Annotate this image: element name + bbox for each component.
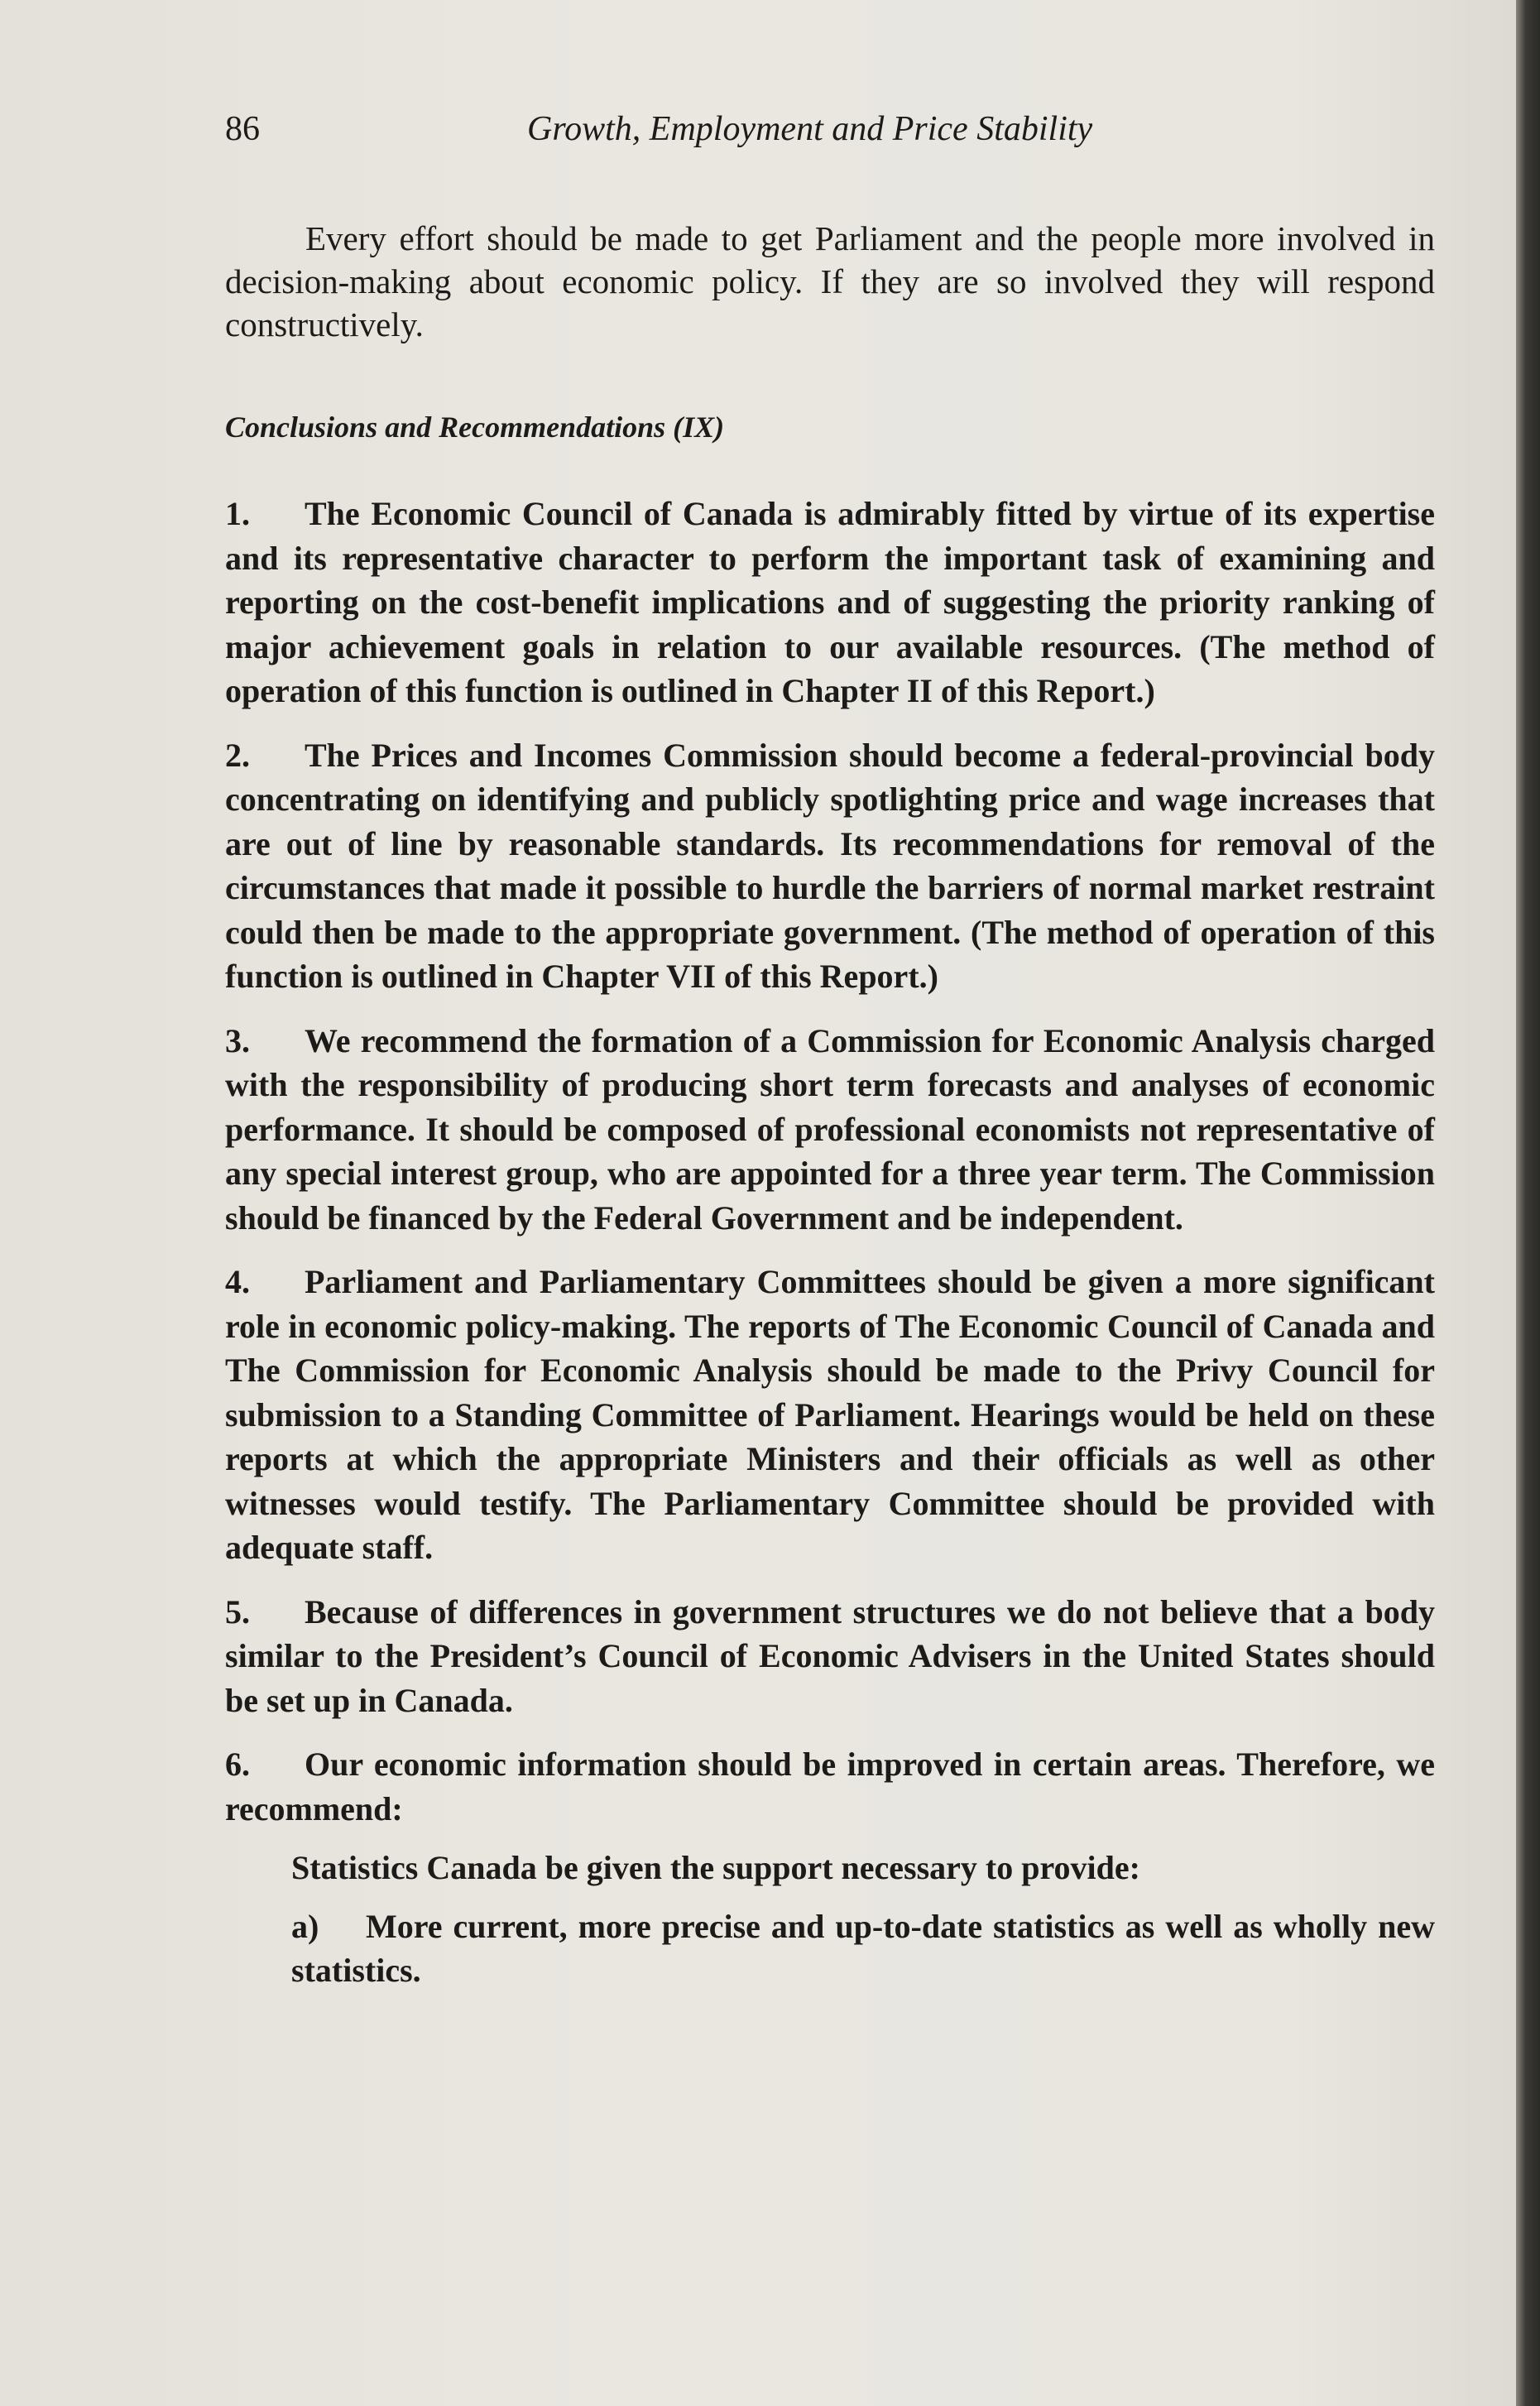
- recommendation-number: 4.: [225, 1263, 250, 1300]
- running-title: Growth, Employment and Price Stability: [527, 110, 1093, 148]
- sub-item-label: a): [291, 1908, 319, 1945]
- sub-item-a: [291, 1904, 1435, 1992]
- recommendation-text: The Prices and Incomes Commission should become a federal-provincial body concentrating on identifying and publicly spotlighting price and wage increases that are out of line by reasonable standards. Its recommendations for removal of the circumstances that made it possible to hurdle the barriers of normal market restraint could then be made to the appropriate government. (The method of operation of this function is outlined in Chapter VII of this Report.): [225, 736, 1435, 995]
- recommendation-1: [225, 492, 1435, 713]
- recommendation-number: 5.: [225, 1592, 250, 1630]
- recommendation-6: [225, 1742, 1435, 1831]
- recommendation-text: We recommend the formation of a Commission for Economic Analysis charged with the responsibility of producing short term forecasts and analyses of economic performance. It should be composed of professional economists not representative of any special interest group, who are appointed for a three year term. The Commission should be financed by the Federal Government and be independent.: [225, 1021, 1435, 1237]
- intro-paragraph: Every effort should be made to get Parliament and the people more involved in decision-making about economic policy. If they are so involved they will respond constructively.: [225, 219, 1435, 343]
- recommendation-text: The Economic Council of Canada is admirably fitted by virtue of its expertise and its representative character to perform the important task of examining and reporting on the cost-benefit implications and of suggesting the priority ranking of major achievement goals in relation to our available resources. (The method of operation of this function is outlined in Chapter II of this Report.): [225, 495, 1435, 709]
- recommendation-number: 1.: [225, 495, 250, 532]
- page-header: [225, 109, 1433, 159]
- recommendation-4: [225, 1260, 1435, 1570]
- recommendation-text: Parliament and Parliamentary Committees should be given a more significant role in economic policy-making. The reports of The Economic Council of Canada and The Commission for Economic Analysis should be made to the Privy Council for submission to a Standing Committee of Parliament. Hearings would be held on these reports at which the appropriate Ministers and their officials as well as other witnesses would testify. The Parliamentary Committee should be provided with adequate staff.: [225, 1263, 1435, 1566]
- page-body: [225, 217, 1435, 1992]
- recommendation-3: [225, 1019, 1435, 1241]
- recommendation-5: [225, 1590, 1435, 1723]
- recommendation-number: 2.: [225, 736, 250, 774]
- recommendation-number: 6.: [225, 1746, 250, 1783]
- recommendation-text: Our economic information should be improved in certain areas. Therefore, we recommend:: [225, 1746, 1435, 1827]
- page-binding-edge: [1516, 0, 1540, 2406]
- recommendation-number: 3.: [225, 1021, 250, 1059]
- section-heading: Conclusions and Recommendations (IX): [225, 411, 725, 444]
- statistics-intro: Statistics Canada be given the support necessary to provide:: [291, 1849, 1140, 1886]
- recommendation-2: [225, 733, 1435, 999]
- recommendation-text: Because of differences in government structures we do not believe that a body similar to the President’s Council of Economic Advisers in the United States should be set up in Canada.: [225, 1592, 1435, 1719]
- page-number: 86: [225, 110, 260, 148]
- sub-item-text: More current, more precise and up-to-date statistics as well as wholly new statistics.: [291, 1908, 1435, 1989]
